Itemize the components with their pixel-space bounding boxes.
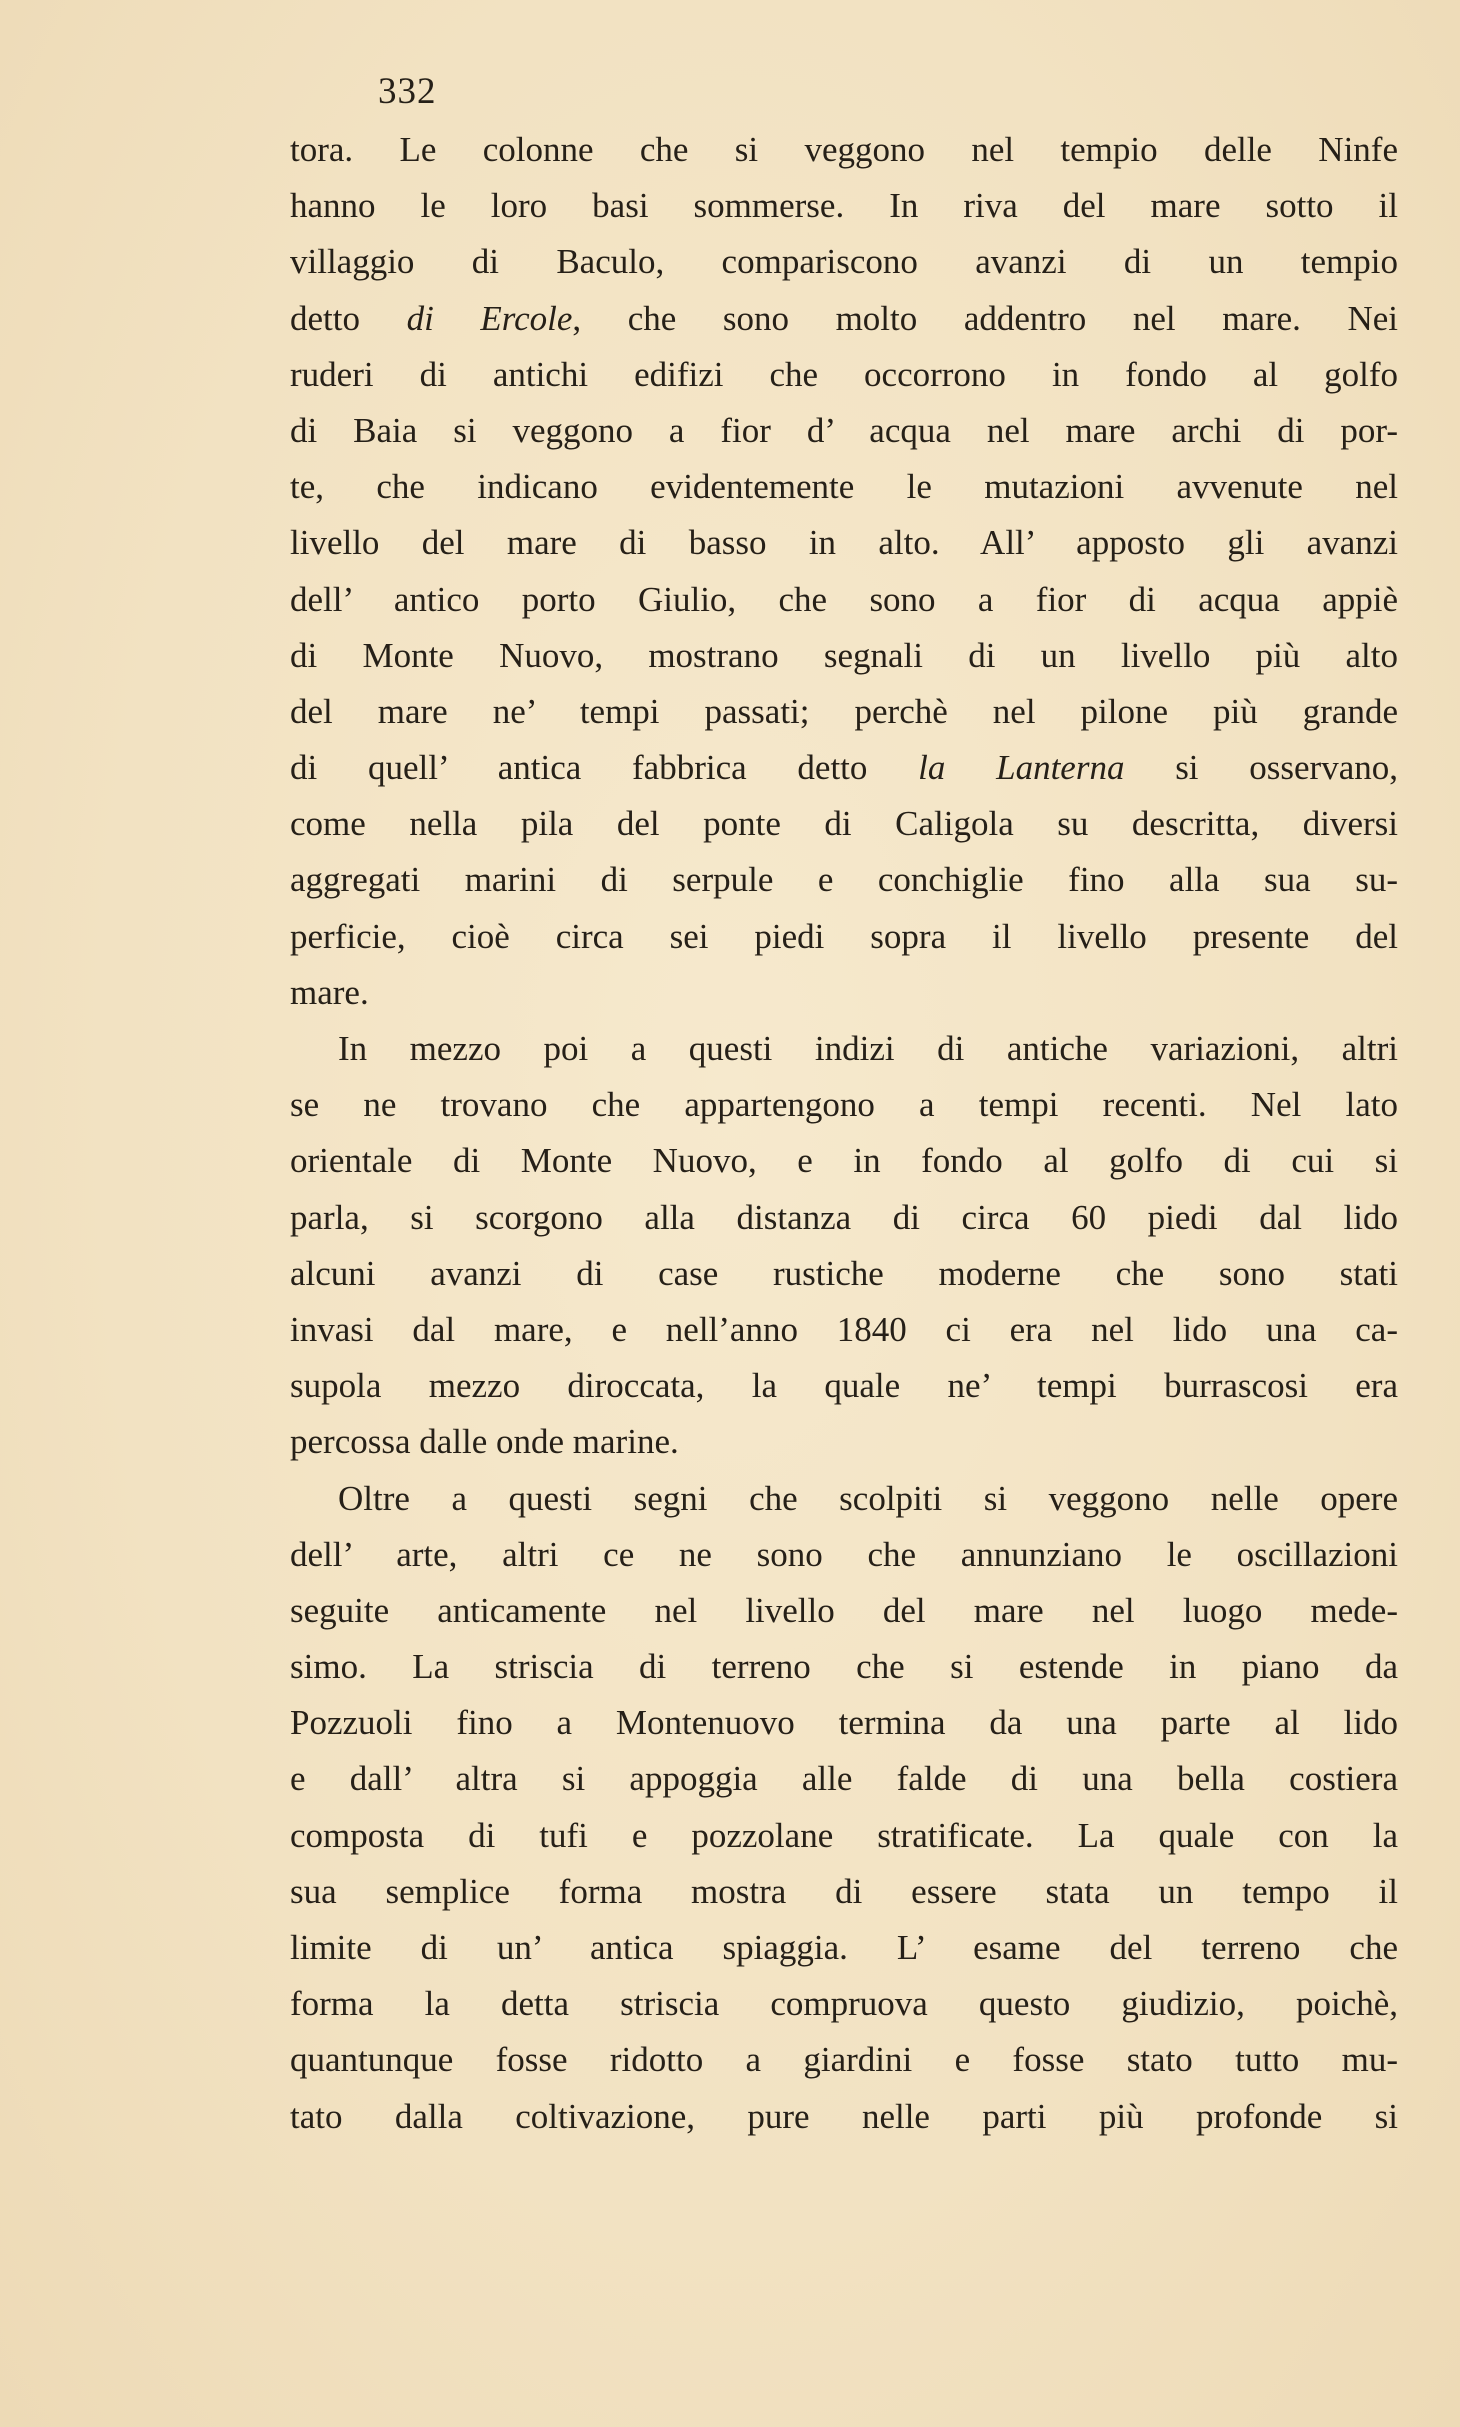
text-line: simo. La striscia di terreno che si estende in piano da <box>290 1647 1398 1687</box>
text-line: composta di tufi e pozzolane stratificate. La quale con la <box>290 1815 1398 1855</box>
text-line: aggregati marini di serpule e conchiglie fino alla sua su- <box>290 860 1398 900</box>
text-line: invasi dal mare, e nell’anno 1840 ci era nel lido una ca- <box>290 1309 1398 1349</box>
text-line: percossa dalle onde marine. <box>290 1422 679 1462</box>
text-line: villaggio di Baculo, compariscono avanzi di un tempio <box>290 242 1398 282</box>
text-line: tora. Le colonne che si veggono nel tempio delle Ninfe <box>290 130 1398 169</box>
text-line: hanno le loro basi sommerse. In riva del mare sotto il <box>290 186 1398 226</box>
text-line: quantunque fosse ridotto a giardini e fosse stato tutto mu- <box>290 2040 1398 2080</box>
text-line: Pozzuoli fino a Montenuovo termina da una parte al lido <box>290 1703 1398 1743</box>
text-line: e dall’ altra si appoggia alle falde di una bella costiera <box>290 1759 1398 1799</box>
text-line: dell’ arte, altri ce ne sono che annunziano le oscillazioni <box>290 1534 1398 1574</box>
text-line: Oltre a questi segni che scolpiti si veggono nelle opere <box>338 1478 1398 1518</box>
text-line: ruderi di antichi edifizi che occorrono in fondo al golfo <box>290 354 1398 394</box>
text-line: come nella pila del ponte di Caligola su descritta, diversi <box>290 804 1398 844</box>
text-line: supola mezzo diroccata, la quale ne’ tempi burrascosi era <box>290 1366 1398 1406</box>
text-line: seguite anticamente nel livello del mare nel luogo mede- <box>290 1590 1398 1630</box>
text-line: del mare ne’ tempi passati; perchè nel pilone più grande <box>290 691 1398 731</box>
text-line: mare. <box>290 972 369 1012</box>
text-line: di quell’ antica fabbrica detto la Lanterna si osservano, <box>290 748 1398 788</box>
text-line: In mezzo poi a questi indizi di antiche variazioni, altri <box>338 1029 1398 1068</box>
text-line: se ne trovano che appartengono a tempi recenti. Nel lato <box>290 1085 1398 1125</box>
body-text <box>290 122 1398 2145</box>
text-line: di Baia si veggono a fior d’ acqua nel mare archi di por- <box>290 410 1398 450</box>
text-line: alcuni avanzi di case rustiche moderne che sono stati <box>290 1253 1398 1293</box>
text-line: perficie, cioè circa sei piedi sopra il livello presente del <box>290 916 1398 956</box>
text-line: parla, si scorgono alla distanza di circa 60 piedi dal lido <box>290 1197 1398 1237</box>
text-line: dell’ antico porto Giulio, che sono a fior di acqua appiè <box>290 579 1398 619</box>
text-line: limite di un’ antica spiaggia. L’ esame del terreno che <box>290 1928 1398 1967</box>
text-line: detto di Ercole, che sono molto addentro nel mare. Nei <box>290 298 1399 338</box>
text-line: forma la detta striscia compruova questo giudizio, poichè, <box>290 1984 1398 2024</box>
text-line: orientale di Monte Nuovo, e in fondo al golfo di cui si <box>290 1141 1398 1181</box>
text-line: di Monte Nuovo, mostrano segnali di un livello più alto <box>290 635 1398 675</box>
text-line: tato dalla coltivazione, pure nelle parti più profonde si <box>290 2096 1398 2136</box>
page-number: 332 <box>378 71 437 112</box>
text-line: livello del mare di basso in alto. All’ apposto gli avanzi <box>290 523 1398 563</box>
text-line: sua semplice forma mostra di essere stata un tempo il <box>290 1871 1398 1911</box>
text-line: te, che indicano evidentemente le mutazioni avvenute nel <box>290 467 1398 507</box>
